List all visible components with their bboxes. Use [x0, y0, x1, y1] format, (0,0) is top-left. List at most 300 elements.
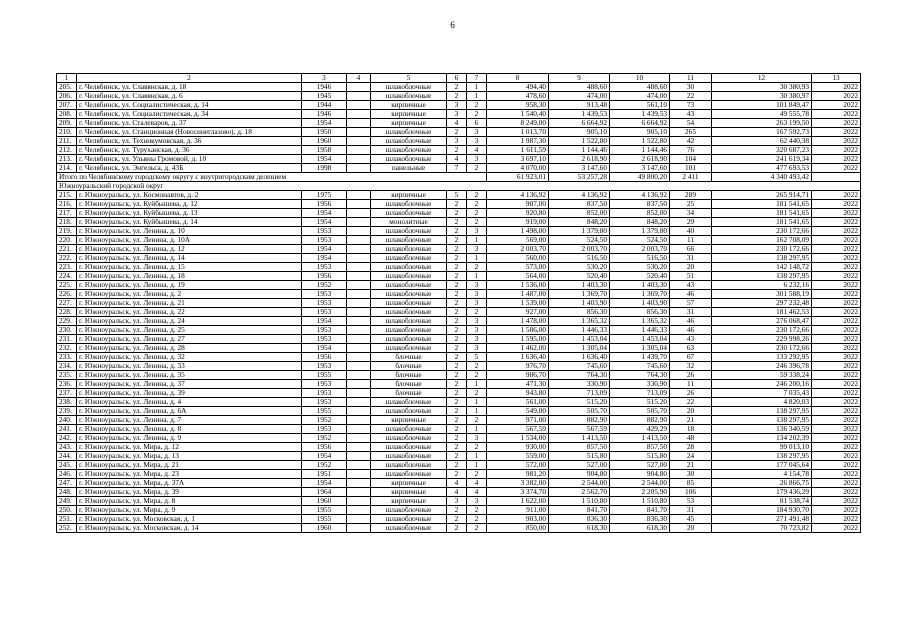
cell-total-area: 471,30: [487, 380, 549, 389]
cell-area-residential: 1 305,04: [549, 344, 610, 353]
cell-col4: [347, 515, 371, 524]
cell-residents: 28: [670, 443, 712, 452]
cell-year-planned: 2022: [812, 497, 861, 506]
cell-total-area: 1 487,00: [487, 290, 549, 299]
cell-number: 231.: [57, 335, 77, 344]
cell-address: г. Челябинск, ул. Сталеваров, д. 37: [77, 119, 302, 128]
cell-year-built: 1952: [302, 416, 347, 425]
cell-area-living: 882,90: [610, 416, 670, 425]
cell-year-built: 1953: [302, 425, 347, 434]
cell-total-area: 573,00: [487, 263, 549, 272]
cell-floors: 4: [447, 488, 467, 497]
cell-entrances: 3: [467, 137, 487, 146]
cell-year-built: 1954: [302, 245, 347, 254]
cell-wall-material: блочные: [371, 353, 447, 362]
subtotal-area-living: 49 800,20: [610, 173, 670, 182]
table-subtotal: [57, 173, 861, 191]
cell-total-area: 1 586,00: [487, 326, 549, 335]
cell-col4: [347, 344, 371, 353]
cell-number: 232.: [57, 344, 77, 353]
cell-area-living: 764,30: [610, 371, 670, 380]
cell-cost: 138 297,95: [712, 416, 812, 425]
cell-cost: 230 172,66: [712, 245, 812, 254]
cell-address: г. Южноуральск, ул. Мира, д. 8: [77, 497, 302, 506]
cell-address: г. Южноуральск, ул. Ленина, д. 4: [77, 398, 302, 407]
cell-number: 229.: [57, 317, 77, 326]
cell-entrances: 2: [467, 524, 487, 533]
cell-area-residential: 2 562,70: [549, 488, 610, 497]
cell-area-living: 515,20: [610, 398, 670, 407]
cell-area-residential: 882,90: [549, 416, 610, 425]
cell-total-area: 4 136,92: [487, 191, 549, 200]
cell-number: 241.: [57, 425, 77, 434]
cell-wall-material: шлакоблочные: [371, 236, 447, 245]
cell-year-planned: 2022: [812, 389, 861, 398]
cell-area-living: 1 403,90: [610, 299, 670, 308]
cell-col4: [347, 290, 371, 299]
cell-year-built: 1960: [302, 137, 347, 146]
table-row: [57, 272, 861, 281]
cell-wall-material: блочные: [371, 371, 447, 380]
cell-total-area: 986,70: [487, 371, 549, 380]
cell-number: 224.: [57, 272, 77, 281]
cell-floors: 2: [447, 83, 467, 92]
cell-number: 223.: [57, 263, 77, 272]
cell-wall-material: шлакоблочные: [371, 515, 447, 524]
cell-number: 216.: [57, 200, 77, 209]
cell-residents: 46: [670, 317, 712, 326]
cell-total-area: 572,00: [487, 461, 549, 470]
cell-year-built: 1953: [302, 299, 347, 308]
cell-area-residential: 567,59: [549, 425, 610, 434]
cell-col4: [347, 488, 371, 497]
cell-total-area: 561,00: [487, 398, 549, 407]
cell-col4: [347, 218, 371, 227]
cell-area-residential: 1 439,53: [549, 110, 610, 119]
cell-address: г. Южноуральск, ул. Ленина, д. 27: [77, 335, 302, 344]
cell-year-built: 1952: [302, 434, 347, 443]
cell-address: г. Южноуральск, ул. Ленина, д. 21: [77, 299, 302, 308]
cell-area-residential: 516,50: [549, 254, 610, 263]
cell-wall-material: шлакоблочные: [371, 263, 447, 272]
cell-year-planned: 2022: [812, 443, 861, 452]
cell-address: г. Южноуральск, ул. Куйбышева, д. 14: [77, 218, 302, 227]
cell-year-built: 1953: [302, 236, 347, 245]
cell-address: г. Челябинск, ул. Ульяны Громовой, д. 10: [77, 155, 302, 164]
cell-col4: [347, 155, 371, 164]
cell-year-built: 1953: [302, 326, 347, 335]
cell-year-planned: 2022: [812, 452, 861, 461]
cell-number: 245.: [57, 461, 77, 470]
cell-col4: [347, 236, 371, 245]
cell-area-residential: 530,20: [549, 263, 610, 272]
cell-number: 225.: [57, 281, 77, 290]
cell-address: г. Южноуральск, ул. Куйбышева, д. 12: [77, 200, 302, 209]
table-row: [57, 308, 861, 317]
column-header: 10: [610, 74, 670, 83]
cell-area-residential: 904,80: [549, 470, 610, 479]
cell-year-planned: 2022: [812, 335, 861, 344]
cell-entrances: 2: [467, 308, 487, 317]
cell-wall-material: шлакоблочные: [371, 227, 447, 236]
cell-area-residential: 474,00: [549, 92, 610, 101]
cell-wall-material: шлакоблочные: [371, 281, 447, 290]
cell-year-planned: 2022: [812, 101, 861, 110]
cell-entrances: 2: [467, 416, 487, 425]
cell-total-area: 3 697,10: [487, 155, 549, 164]
cell-total-area: 564,00: [487, 272, 549, 281]
cell-year-planned: 2022: [812, 299, 861, 308]
cell-area-residential: 836,30: [549, 515, 610, 524]
cell-year-built: 1955: [302, 506, 347, 515]
cell-number: 217.: [57, 209, 77, 218]
cell-residents: 31: [670, 506, 712, 515]
cell-year-built: 1954: [302, 317, 347, 326]
table-body-yuzhnouralsk: [57, 191, 861, 533]
cell-address: г. Южноуральск, ул. Ленина, д. 39: [77, 389, 302, 398]
cell-year-built: 1955: [302, 515, 347, 524]
cell-residents: 29: [670, 218, 712, 227]
cell-year-planned: 2022: [812, 218, 861, 227]
cell-number: 219.: [57, 227, 77, 236]
cell-total-area: 1 636,40: [487, 353, 549, 362]
cell-address: г. Южноуральск, ул. Ленина, д. 32: [77, 353, 302, 362]
cell-area-living: 841,70: [610, 506, 670, 515]
cell-year-built: 1953: [302, 263, 347, 272]
cell-residents: 31: [670, 254, 712, 263]
cell-year-planned: 2022: [812, 488, 861, 497]
cell-year-planned: 2022: [812, 272, 861, 281]
cell-residents: 43: [670, 281, 712, 290]
cell-floors: 2: [447, 416, 467, 425]
cell-address: г. Челябинск, ул. Социалистическая, д. 34: [77, 110, 302, 119]
table-row: [57, 524, 861, 533]
cell-floors: 2: [447, 524, 467, 533]
cell-wall-material: шлакоблочные: [371, 470, 447, 479]
cell-address: г. Южноуральск, ул. Ленина, д. 37: [77, 380, 302, 389]
cell-cost: 138 297,95: [712, 254, 812, 263]
cell-total-area: 4 070,00: [487, 164, 549, 173]
cell-number: 250.: [57, 506, 77, 515]
cell-area-residential: 1 403,90: [549, 299, 610, 308]
cell-total-area: 8 249,00: [487, 119, 549, 128]
cell-residents: 57: [670, 299, 712, 308]
cell-address: г. Челябинск, ул. Славянская, д. 18: [77, 83, 302, 92]
cell-number: 210.: [57, 128, 77, 137]
cell-area-residential: 1 510,80: [549, 497, 610, 506]
cell-area-residential: 841,70: [549, 506, 610, 515]
cell-area-residential: 857,50: [549, 443, 610, 452]
cell-year-planned: 2022: [812, 371, 861, 380]
cell-floors: 2: [447, 425, 467, 434]
cell-year-planned: 2022: [812, 290, 861, 299]
cell-year-built: 1954: [302, 119, 347, 128]
cell-col4: [347, 380, 371, 389]
cell-area-living: 3 147,60: [610, 164, 670, 173]
cell-year-built: 1954: [302, 479, 347, 488]
cell-year-planned: 2022: [812, 137, 861, 146]
cell-year-planned: 2022: [812, 83, 861, 92]
cell-floors: 2: [447, 299, 467, 308]
cell-wall-material: шлакоблочные: [371, 155, 447, 164]
cell-col4: [347, 497, 371, 506]
cell-wall-material: кирпичные: [371, 101, 447, 110]
cell-address: г. Южноуральск, ул. Ленина, д. 25: [77, 326, 302, 335]
subtotal-row: [57, 173, 861, 182]
cell-year-built: 1952: [302, 281, 347, 290]
cell-year-built: 1998: [302, 164, 347, 173]
cell-number: 246.: [57, 470, 77, 479]
cell-col4: [347, 119, 371, 128]
cell-entrances: 1: [467, 272, 487, 281]
cell-wall-material: шлакоблочные: [371, 506, 447, 515]
cell-entrances: 3: [467, 326, 487, 335]
cell-entrances: 2: [467, 371, 487, 380]
cell-area-living: 618,30: [610, 524, 670, 533]
cell-total-area: 567,59: [487, 425, 549, 434]
cell-col4: [347, 362, 371, 371]
cell-wall-material: кирпичные: [371, 488, 447, 497]
cell-year-built: 1953: [302, 227, 347, 236]
cell-cost: 230 172,66: [712, 344, 812, 353]
table-row: [57, 416, 861, 425]
cell-area-living: 1 510,80: [610, 497, 670, 506]
cell-area-living: 1 144,46: [610, 146, 670, 155]
cell-year-planned: 2022: [812, 398, 861, 407]
cell-year-built: 1956: [302, 200, 347, 209]
cell-number: 213.: [57, 155, 77, 164]
cell-floors: 2: [447, 380, 467, 389]
cell-residents: 45: [670, 515, 712, 524]
cell-cost: 241 619,34: [712, 155, 812, 164]
cell-area-living: 2 003,70: [610, 245, 670, 254]
cell-area-residential: 764,30: [549, 371, 610, 380]
subtotal-area: 61 923,01: [487, 173, 549, 182]
cell-col4: [347, 479, 371, 488]
cell-address: г. Южноуральск, ул. Мира, д. 23: [77, 470, 302, 479]
cell-address: г. Южноуральск, ул. Московская, д. 1: [77, 515, 302, 524]
cell-entrances: 6: [467, 119, 487, 128]
cell-address: г. Южноуральск, ул. Ленина, д. 19: [77, 281, 302, 290]
cell-total-area: 1 536,00: [487, 281, 549, 290]
cell-year-built: 1953: [302, 290, 347, 299]
cell-entrances: 1: [467, 398, 487, 407]
cell-area-residential: 524,50: [549, 236, 610, 245]
table-row: [57, 236, 861, 245]
cell-area-residential: 2 003,70: [549, 245, 610, 254]
cell-year-built: 1952: [302, 461, 347, 470]
cell-wall-material: шлакоблочные: [371, 308, 447, 317]
cell-cost: 162 708,09: [712, 236, 812, 245]
cell-number: 205.: [57, 83, 77, 92]
cell-total-area: 907,00: [487, 200, 549, 209]
cell-cost: 320 687,23: [712, 146, 812, 155]
cell-residents: 53: [670, 497, 712, 506]
cell-residents: 42: [670, 137, 712, 146]
cell-floors: 2: [447, 236, 467, 245]
cell-wall-material: шлакоблочные: [371, 200, 447, 209]
cell-area-residential: 1 413,50: [549, 434, 610, 443]
cell-entrances: 2: [467, 362, 487, 371]
cell-wall-material: шлакоблочные: [371, 83, 447, 92]
cell-address: г. Южноуральск, ул. Московская, д. 14: [77, 524, 302, 533]
cell-total-area: 1 611,59: [487, 146, 549, 155]
cell-residents: 30: [670, 470, 712, 479]
cell-cost: 70 723,82: [712, 524, 812, 533]
cell-floors: 4: [447, 155, 467, 164]
cell-entrances: 4: [467, 146, 487, 155]
cell-col4: [347, 137, 371, 146]
cell-number: 221.: [57, 245, 77, 254]
table-row: [57, 290, 861, 299]
cell-entrances: 3: [467, 344, 487, 353]
cell-year-built: 1958: [302, 146, 347, 155]
cell-cost: 177 045,64: [712, 461, 812, 470]
cell-address: г. Южноуральск, ул. Ленина, д. 12: [77, 245, 302, 254]
column-header: 13: [812, 74, 861, 83]
cell-area-living: 745,60: [610, 362, 670, 371]
cell-total-area: 478,60: [487, 92, 549, 101]
cell-total-area: 3 374,70: [487, 488, 549, 497]
cell-area-living: 848,20: [610, 218, 670, 227]
table-body-chelyabinsk: [57, 83, 861, 173]
cell-address: г. Южноуральск, ул. Ленина, д. 2: [77, 290, 302, 299]
cell-year-built: 1956: [302, 272, 347, 281]
subtotal-label: Итого по Челябинскому городскому округу с внутригородским делением: [57, 173, 487, 182]
cell-area-living: 1 403,30: [610, 281, 670, 290]
subtotal-residents: 2 411: [670, 173, 712, 182]
cell-area-living: 2 618,90: [610, 155, 670, 164]
cell-col4: [347, 461, 371, 470]
cell-year-planned: 2022: [812, 236, 861, 245]
cell-year-built: 1950: [302, 128, 347, 137]
table-row: [57, 371, 861, 380]
cell-wall-material: кирпичные: [371, 191, 447, 200]
cell-area-residential: 1 446,33: [549, 326, 610, 335]
cell-entrances: 2: [467, 110, 487, 119]
table-row: [57, 227, 861, 236]
cell-wall-material: панельные: [371, 164, 447, 173]
cell-cost: 6 232,16: [712, 281, 812, 290]
cell-floors: 2: [447, 209, 467, 218]
cell-year-built: 1953: [302, 308, 347, 317]
column-header: 9: [549, 74, 610, 83]
cell-wall-material: шлакоблочные: [371, 290, 447, 299]
cell-wall-material: шлакоблочные: [371, 461, 447, 470]
cell-wall-material: блочные: [371, 380, 447, 389]
cell-number: 228.: [57, 308, 77, 317]
table-row: [57, 155, 861, 164]
cell-col4: [347, 470, 371, 479]
cell-floors: 2: [447, 371, 467, 380]
table-row: [57, 497, 861, 506]
cell-cost: 4 820,03: [712, 398, 812, 407]
cell-floors: 4: [447, 119, 467, 128]
section-title: Южноуральский городской округ: [57, 182, 861, 191]
cell-address: г. Южноуральск, ул. Ленина, д. 14: [77, 254, 302, 263]
cell-number: 230.: [57, 326, 77, 335]
cell-address: г. Южноуральск, ул. Мира, д. 39: [77, 488, 302, 497]
cell-area-residential: 520,40: [549, 272, 610, 281]
cell-address: г. Челябинск, ул. Туруханская, д. 36: [77, 146, 302, 155]
cell-floors: 2: [447, 308, 467, 317]
cell-entrances: 2: [467, 470, 487, 479]
cell-area-residential: 745,60: [549, 362, 610, 371]
cell-cost: 246 200,16: [712, 380, 812, 389]
cell-col4: [347, 308, 371, 317]
cell-floors: 3: [447, 497, 467, 506]
cell-number: 215.: [57, 191, 77, 200]
cell-year-built: 1946: [302, 83, 347, 92]
cell-cost: 30 380,93: [712, 83, 812, 92]
subtotal-cost: 4 340 493,42: [712, 173, 812, 182]
cell-number: 249.: [57, 497, 77, 506]
cell-total-area: 494,40: [487, 83, 549, 92]
cell-cost: 142 148,72: [712, 263, 812, 272]
subtotal-year: [812, 173, 861, 182]
cell-year-planned: 2022: [812, 479, 861, 488]
cell-number: 218.: [57, 218, 77, 227]
cell-col4: [347, 254, 371, 263]
cell-total-area: 919,00: [487, 218, 549, 227]
cell-area-living: 904,80: [610, 470, 670, 479]
cell-area-residential: 1 636,40: [549, 353, 610, 362]
table-row: [57, 254, 861, 263]
cell-floors: 2: [447, 92, 467, 101]
cell-residents: 11: [670, 380, 712, 389]
cell-area-residential: 1 522,80: [549, 137, 610, 146]
cell-floors: 2: [447, 461, 467, 470]
table-row: [57, 425, 861, 434]
cell-area-residential: 905,10: [549, 128, 610, 137]
cell-area-living: 474,00: [610, 92, 670, 101]
cell-year-planned: 2022: [812, 380, 861, 389]
column-header: 7: [467, 74, 487, 83]
cell-floors: 2: [447, 389, 467, 398]
cell-floors: 2: [447, 317, 467, 326]
table-row: [57, 335, 861, 344]
cell-area-residential: 330,90: [549, 380, 610, 389]
cell-total-area: 850,00: [487, 524, 549, 533]
cell-residents: 34: [670, 209, 712, 218]
table-row: [57, 344, 861, 353]
cell-col4: [347, 317, 371, 326]
cell-address: г. Южноуральск, ул. Ленина, д. 24: [77, 317, 302, 326]
cell-cost: 62 440,38: [712, 137, 812, 146]
cell-total-area: 943,80: [487, 389, 549, 398]
table-row: [57, 263, 861, 272]
cell-number: 207.: [57, 101, 77, 110]
cell-year-built: 1956: [302, 443, 347, 452]
cell-col4: [347, 425, 371, 434]
cell-year-built: 1960: [302, 497, 347, 506]
subtotal-area-residential: 53 257,28: [549, 173, 610, 182]
cell-total-area: 958,30: [487, 101, 549, 110]
cell-entrances: 1: [467, 236, 487, 245]
cell-number: 208.: [57, 110, 77, 119]
cell-number: 220.: [57, 236, 77, 245]
cell-area-residential: 1 365,32: [549, 317, 610, 326]
cell-cost: 477 693,53: [712, 164, 812, 173]
cell-number: 252.: [57, 524, 77, 533]
cell-floors: 2: [447, 146, 467, 155]
cell-total-area: 976,70: [487, 362, 549, 371]
cell-cost: 184 930,70: [712, 506, 812, 515]
column-header: 4: [347, 74, 371, 83]
table-row: [57, 128, 861, 137]
cell-floors: 2: [447, 272, 467, 281]
cell-col4: [347, 83, 371, 92]
